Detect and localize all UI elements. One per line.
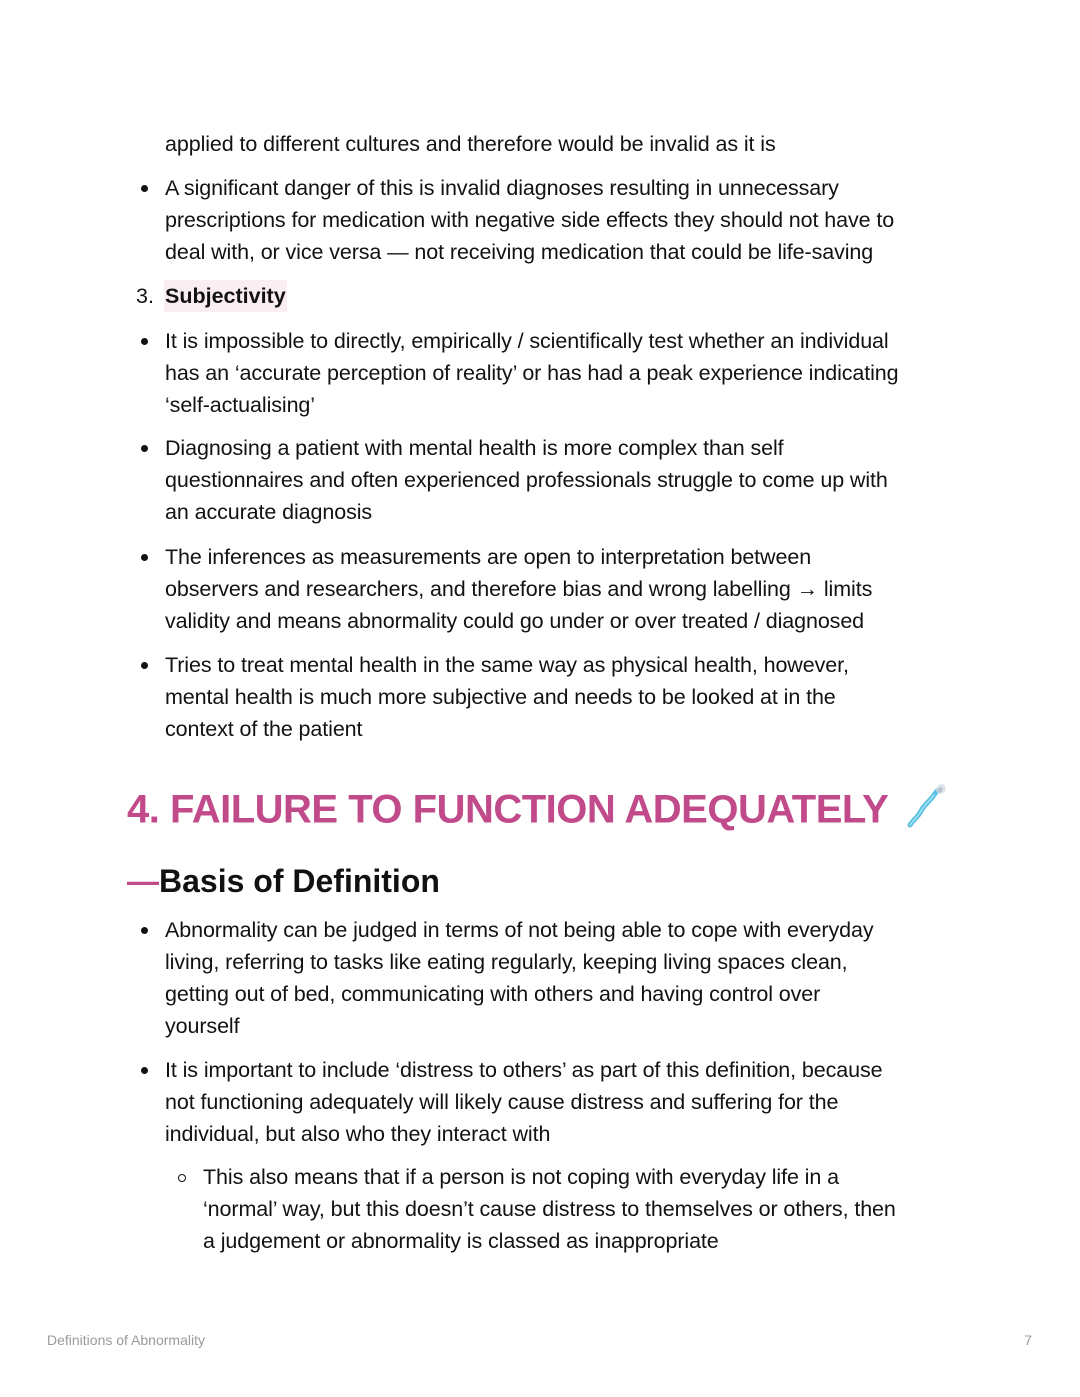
bullet-line: questionnaires and often experienced professionals struggle to come up with [165,468,888,492]
subheading-text: Basis of Definition [159,863,440,899]
bullet-icon [141,338,148,345]
bullet-line: has an ‘accurate perception of reality’ or has had a peak experience indicating [165,361,899,385]
subheading-dash: — [127,863,159,899]
bullet-line: getting out of bed, communicating with others and having control over [165,982,821,1006]
bullet-icon [141,1067,148,1074]
continuation-line: applied to different cultures and therefore would be invalid as it is [165,132,776,156]
bullet-icon [141,185,148,192]
bullet-line: context of the patient [165,717,363,741]
bullet-line: individual, but also who they interact with [165,1122,551,1146]
bullet-line: validity and means abnormality could go under or over treated / diagnosed [165,609,865,633]
bullet-line: living, referring to tasks like eating regularly, keeping living spaces clean, [165,950,848,974]
bullet-line: deal with, or vice versa — not receiving medication that could be life-saving [165,240,874,264]
bullet-icon [141,662,148,669]
bullet-line: prescriptions for medication with negative side effects they should not have to [165,208,895,232]
footer-title: Definitions of Abnormality [47,1332,205,1348]
page-number: 7 [1024,1332,1032,1348]
sub-bullet-line: This also means that if a person is not coping with everyday life in a [203,1165,839,1189]
bullet-line: ‘self-actualising’ [165,393,315,417]
subheading [127,860,440,902]
bullet-line: mental health is much more subjective and needs to be looked at in the [165,685,836,709]
bullet-icon [141,554,148,561]
bullet-line: yourself [165,1014,240,1038]
bullet-line: It is important to include ‘distress to others’ as part of this definition, because [165,1058,883,1082]
sub-bullet-line: a judgement or abnormality is classed as inappropriate [203,1229,719,1253]
bullet-line: Diagnosing a patient with mental health is more complex than self [165,436,784,460]
bullet-icon [141,927,148,934]
bullet-line: A significant danger of this is invalid diagnoses resulting in unnecessary [165,176,839,200]
bullet-line: an accurate diagnosis [165,500,373,524]
hollow-bullet-icon [178,1174,186,1182]
section-heading-text: 4. FAILURE TO FUNCTION ADEQUATELY [127,787,888,832]
toothbrush-icon [904,783,948,841]
bullet-line: observers and researchers, and therefore bias and wrong labelling → limits [165,577,873,601]
bullet-line: The inferences as measurements are open to interpretation between [165,545,812,569]
bullet-line: Tries to treat mental health in the same way as physical health, however, [165,653,849,677]
bullet-icon [141,445,148,452]
bullet-line: not functioning adequately will likely cause distress and suffering for the [165,1090,839,1114]
sub-bullet-line: ‘normal’ way, but this doesn’t cause distress to themselves or others, then [203,1197,896,1221]
list-number: 3. [136,284,154,308]
section-heading [127,783,948,841]
bullet-line: It is impossible to directly, empirically / scientifically test whether an individual [165,329,889,353]
subjectivity-title: Subjectivity [164,280,287,312]
bullet-line: Abnormality can be judged in terms of not being able to cope with everyday [165,918,874,942]
